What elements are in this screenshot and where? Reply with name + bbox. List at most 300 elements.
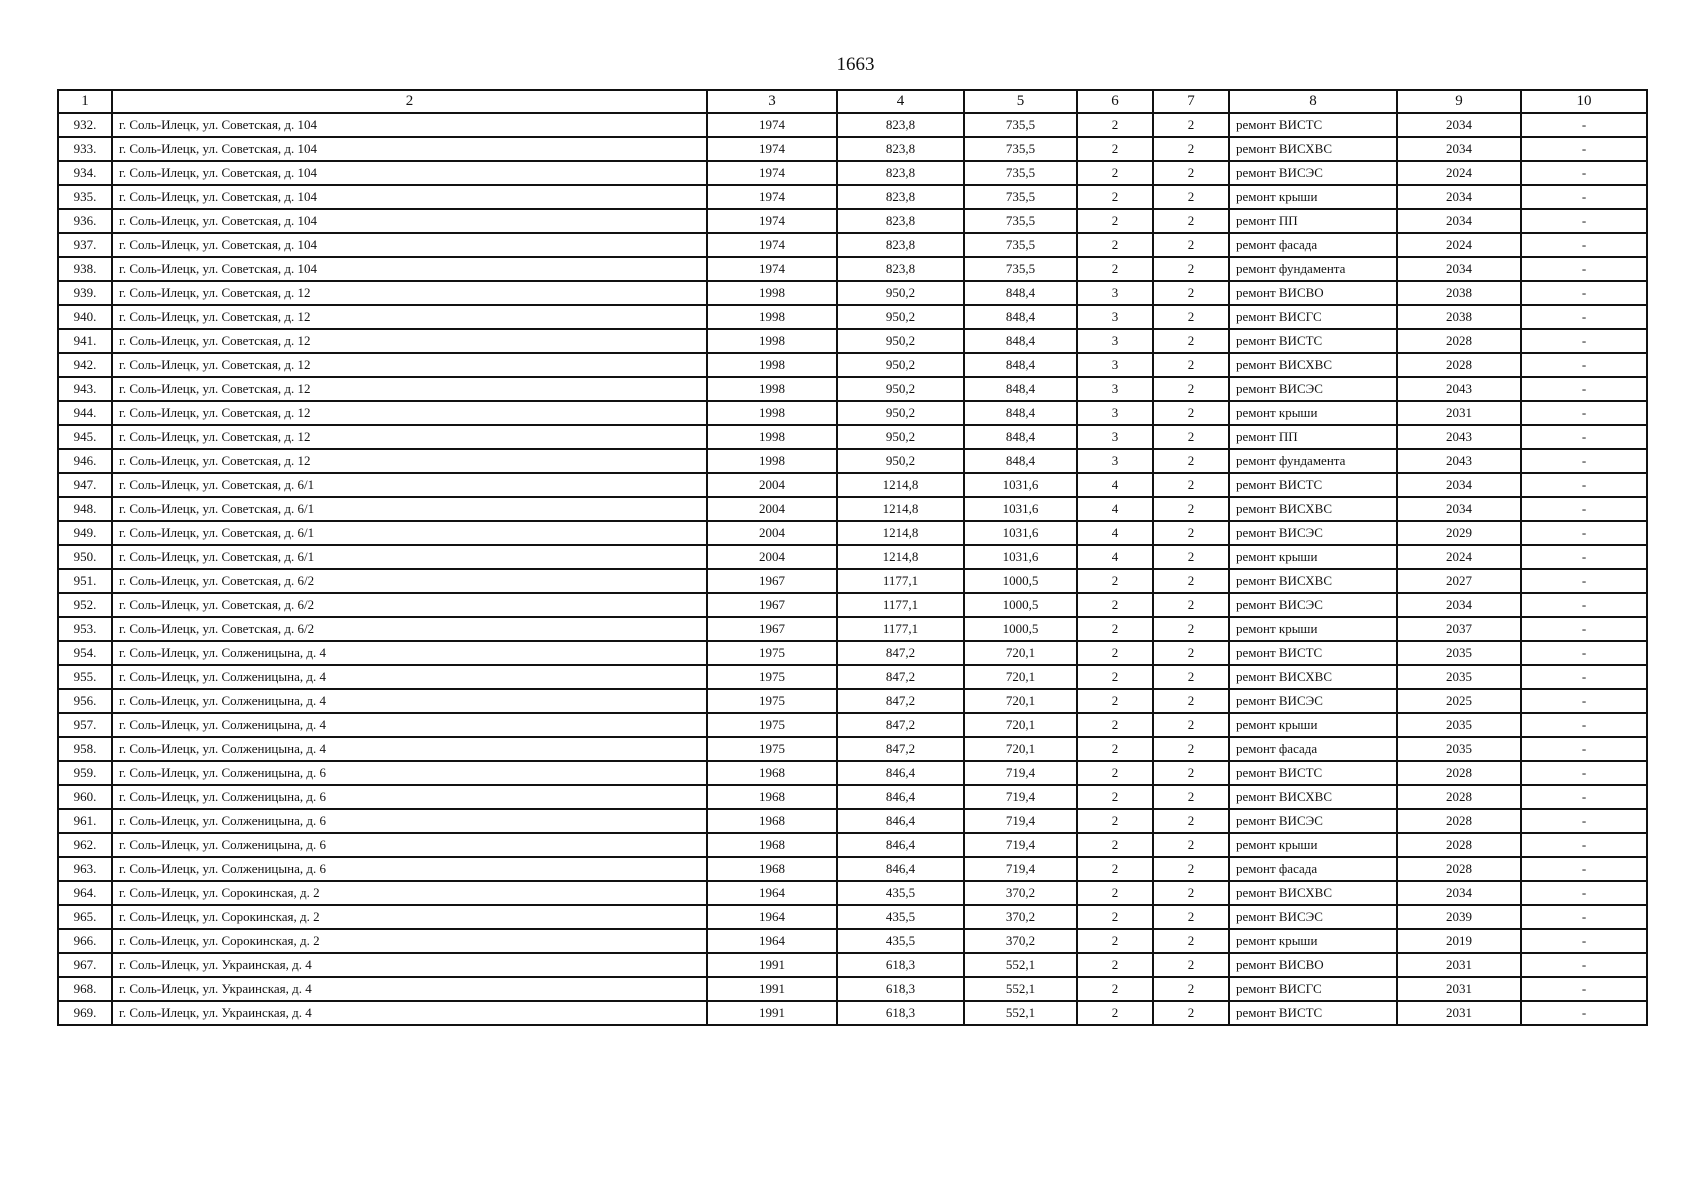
floors-cell: 2 <box>1077 1001 1153 1025</box>
planned-year-cell: 2028 <box>1397 353 1521 377</box>
floors-cell: 2 <box>1077 233 1153 257</box>
address-cell: г. Соль-Илецк, ул. Советская, д. 6/2 <box>112 569 707 593</box>
entrances-cell: 2 <box>1153 473 1229 497</box>
note-cell: - <box>1521 809 1647 833</box>
address-cell: г. Соль-Илецк, ул. Советская, д. 6/2 <box>112 617 707 641</box>
row-number-cell: 955. <box>58 665 112 689</box>
floors-cell: 2 <box>1077 665 1153 689</box>
table-row <box>58 521 1647 545</box>
column-header: 7 <box>1153 90 1229 113</box>
work-type-cell: ремонт ВИСЭС <box>1229 905 1397 929</box>
living-area-cell: 719,4 <box>964 833 1077 857</box>
living-area-cell: 720,1 <box>964 689 1077 713</box>
living-area-cell: 848,4 <box>964 305 1077 329</box>
living-area-cell: 735,5 <box>964 137 1077 161</box>
work-type-cell: ремонт ВИСЭС <box>1229 521 1397 545</box>
note-cell: - <box>1521 425 1647 449</box>
living-area-cell: 720,1 <box>964 713 1077 737</box>
row-number-cell: 952. <box>58 593 112 617</box>
table-row <box>58 713 1647 737</box>
year-built-cell: 1998 <box>707 353 837 377</box>
planned-year-cell: 2025 <box>1397 689 1521 713</box>
note-cell: - <box>1521 713 1647 737</box>
address-cell: г. Соль-Илецк, ул. Советская, д. 12 <box>112 305 707 329</box>
year-built-cell: 1974 <box>707 185 837 209</box>
total-area-cell: 950,2 <box>837 353 964 377</box>
year-built-cell: 1975 <box>707 689 837 713</box>
total-area-cell: 1177,1 <box>837 569 964 593</box>
address-cell: г. Соль-Илецк, ул. Советская, д. 104 <box>112 185 707 209</box>
entrances-cell: 2 <box>1153 809 1229 833</box>
planned-year-cell: 2038 <box>1397 305 1521 329</box>
year-built-cell: 2004 <box>707 497 837 521</box>
work-type-cell: ремонт фасада <box>1229 233 1397 257</box>
planned-year-cell: 2039 <box>1397 905 1521 929</box>
column-header: 6 <box>1077 90 1153 113</box>
row-number-cell: 967. <box>58 953 112 977</box>
table-row <box>58 761 1647 785</box>
note-cell: - <box>1521 329 1647 353</box>
table-row <box>58 233 1647 257</box>
floors-cell: 2 <box>1077 953 1153 977</box>
floors-cell: 2 <box>1077 929 1153 953</box>
work-type-cell: ремонт ВИСХВС <box>1229 353 1397 377</box>
total-area-cell: 847,2 <box>837 713 964 737</box>
row-number-cell: 964. <box>58 881 112 905</box>
address-cell: г. Соль-Илецк, ул. Солженицына, д. 4 <box>112 737 707 761</box>
total-area-cell: 950,2 <box>837 329 964 353</box>
row-number-cell: 960. <box>58 785 112 809</box>
living-area-cell: 1000,5 <box>964 593 1077 617</box>
year-built-cell: 1964 <box>707 881 837 905</box>
address-cell: г. Соль-Илецк, ул. Советская, д. 104 <box>112 113 707 137</box>
row-number-cell: 962. <box>58 833 112 857</box>
table-row <box>58 1001 1647 1025</box>
entrances-cell: 2 <box>1153 881 1229 905</box>
entrances-cell: 2 <box>1153 233 1229 257</box>
work-type-cell: ремонт крыши <box>1229 713 1397 737</box>
row-number-cell: 946. <box>58 449 112 473</box>
entrances-cell: 2 <box>1153 977 1229 1001</box>
year-built-cell: 2004 <box>707 473 837 497</box>
floors-cell: 2 <box>1077 137 1153 161</box>
note-cell: - <box>1521 1001 1647 1025</box>
table-row <box>58 497 1647 521</box>
table-row <box>58 665 1647 689</box>
floors-cell: 2 <box>1077 737 1153 761</box>
living-area-cell: 735,5 <box>964 113 1077 137</box>
total-area-cell: 1214,8 <box>837 497 964 521</box>
entrances-cell: 2 <box>1153 209 1229 233</box>
note-cell: - <box>1521 209 1647 233</box>
living-area-cell: 1031,6 <box>964 497 1077 521</box>
row-number-cell: 959. <box>58 761 112 785</box>
address-cell: г. Соль-Илецк, ул. Советская, д. 12 <box>112 353 707 377</box>
row-number-cell: 963. <box>58 857 112 881</box>
note-cell: - <box>1521 233 1647 257</box>
planned-year-cell: 2037 <box>1397 617 1521 641</box>
work-type-cell: ремонт крыши <box>1229 929 1397 953</box>
year-built-cell: 1991 <box>707 953 837 977</box>
address-cell: г. Соль-Илецк, ул. Солженицына, д. 6 <box>112 785 707 809</box>
note-cell: - <box>1521 977 1647 1001</box>
address-cell: г. Соль-Илецк, ул. Советская, д. 104 <box>112 233 707 257</box>
entrances-cell: 2 <box>1153 569 1229 593</box>
work-type-cell: ремонт ВИСТС <box>1229 1001 1397 1025</box>
floors-cell: 2 <box>1077 857 1153 881</box>
total-area-cell: 847,2 <box>837 737 964 761</box>
year-built-cell: 1998 <box>707 449 837 473</box>
planned-year-cell: 2035 <box>1397 665 1521 689</box>
address-cell: г. Соль-Илецк, ул. Сорокинская, д. 2 <box>112 929 707 953</box>
year-built-cell: 1968 <box>707 833 837 857</box>
entrances-cell: 2 <box>1153 449 1229 473</box>
work-type-cell: ремонт ВИСТС <box>1229 113 1397 137</box>
living-area-cell: 1031,6 <box>964 473 1077 497</box>
total-area-cell: 950,2 <box>837 449 964 473</box>
living-area-cell: 735,5 <box>964 233 1077 257</box>
planned-year-cell: 2028 <box>1397 857 1521 881</box>
work-type-cell: ремонт ВИСХВС <box>1229 881 1397 905</box>
table-row <box>58 833 1647 857</box>
table-row <box>58 425 1647 449</box>
floors-cell: 2 <box>1077 833 1153 857</box>
work-type-cell: ремонт фундамента <box>1229 449 1397 473</box>
table-row <box>58 209 1647 233</box>
entrances-cell: 2 <box>1153 737 1229 761</box>
floors-cell: 4 <box>1077 497 1153 521</box>
entrances-cell: 2 <box>1153 521 1229 545</box>
entrances-cell: 2 <box>1153 185 1229 209</box>
entrances-cell: 2 <box>1153 713 1229 737</box>
living-area-cell: 720,1 <box>964 641 1077 665</box>
entrances-cell: 2 <box>1153 137 1229 161</box>
page-number: 1663 <box>836 54 875 75</box>
note-cell: - <box>1521 473 1647 497</box>
year-built-cell: 1968 <box>707 809 837 833</box>
entrances-cell: 2 <box>1153 401 1229 425</box>
floors-cell: 2 <box>1077 161 1153 185</box>
table-row <box>58 401 1647 425</box>
entrances-cell: 2 <box>1153 617 1229 641</box>
living-area-cell: 720,1 <box>964 665 1077 689</box>
row-number-cell: 936. <box>58 209 112 233</box>
living-area-cell: 1000,5 <box>964 569 1077 593</box>
living-area-cell: 719,4 <box>964 857 1077 881</box>
planned-year-cell: 2024 <box>1397 233 1521 257</box>
row-number-cell: 934. <box>58 161 112 185</box>
address-cell: г. Соль-Илецк, ул. Солженицына, д. 6 <box>112 857 707 881</box>
row-number-cell: 944. <box>58 401 112 425</box>
year-built-cell: 1998 <box>707 281 837 305</box>
address-cell: г. Соль-Илецк, ул. Советская, д. 6/1 <box>112 545 707 569</box>
work-type-cell: ремонт ВИСТС <box>1229 329 1397 353</box>
table-row <box>58 905 1647 929</box>
year-built-cell: 1998 <box>707 401 837 425</box>
planned-year-cell: 2031 <box>1397 977 1521 1001</box>
planned-year-cell: 2031 <box>1397 1001 1521 1025</box>
living-area-cell: 848,4 <box>964 329 1077 353</box>
table-row <box>58 929 1647 953</box>
floors-cell: 3 <box>1077 329 1153 353</box>
planned-year-cell: 2034 <box>1397 185 1521 209</box>
note-cell: - <box>1521 617 1647 641</box>
work-type-cell: ремонт ВИСХВС <box>1229 137 1397 161</box>
total-area-cell: 1214,8 <box>837 473 964 497</box>
address-cell: г. Соль-Илецк, ул. Советская, д. 12 <box>112 377 707 401</box>
planned-year-cell: 2024 <box>1397 161 1521 185</box>
column-header: 1 <box>58 90 112 113</box>
work-type-cell: ремонт ВИСХВС <box>1229 785 1397 809</box>
total-area-cell: 846,4 <box>837 785 964 809</box>
floors-cell: 3 <box>1077 401 1153 425</box>
column-header: 3 <box>707 90 837 113</box>
work-type-cell: ремонт ПП <box>1229 209 1397 233</box>
floors-cell: 2 <box>1077 785 1153 809</box>
living-area-cell: 848,4 <box>964 377 1077 401</box>
planned-year-cell: 2034 <box>1397 257 1521 281</box>
table-row <box>58 449 1647 473</box>
living-area-cell: 1031,6 <box>964 545 1077 569</box>
entrances-cell: 2 <box>1153 281 1229 305</box>
note-cell: - <box>1521 161 1647 185</box>
total-area-cell: 950,2 <box>837 281 964 305</box>
work-type-cell: ремонт крыши <box>1229 401 1397 425</box>
table-row <box>58 305 1647 329</box>
note-cell: - <box>1521 185 1647 209</box>
work-type-cell: ремонт ВИСТС <box>1229 761 1397 785</box>
row-number-cell: 957. <box>58 713 112 737</box>
floors-cell: 2 <box>1077 593 1153 617</box>
floors-cell: 4 <box>1077 473 1153 497</box>
note-cell: - <box>1521 905 1647 929</box>
total-area-cell: 847,2 <box>837 689 964 713</box>
column-header: 2 <box>112 90 707 113</box>
living-area-cell: 552,1 <box>964 1001 1077 1025</box>
entrances-cell: 2 <box>1153 377 1229 401</box>
year-built-cell: 1991 <box>707 1001 837 1025</box>
row-number-cell: 949. <box>58 521 112 545</box>
address-cell: г. Соль-Илецк, ул. Солженицына, д. 4 <box>112 665 707 689</box>
address-cell: г. Соль-Илецк, ул. Советская, д. 12 <box>112 281 707 305</box>
year-built-cell: 2004 <box>707 521 837 545</box>
entrances-cell: 2 <box>1153 161 1229 185</box>
table-row <box>58 545 1647 569</box>
total-area-cell: 846,4 <box>837 761 964 785</box>
entrances-cell: 2 <box>1153 833 1229 857</box>
total-area-cell: 823,8 <box>837 185 964 209</box>
work-type-cell: ремонт ВИСГС <box>1229 977 1397 1001</box>
table-row <box>58 329 1647 353</box>
address-cell: г. Соль-Илецк, ул. Советская, д. 12 <box>112 425 707 449</box>
table-row <box>58 689 1647 713</box>
planned-year-cell: 2034 <box>1397 593 1521 617</box>
address-cell: г. Соль-Илецк, ул. Солженицына, д. 4 <box>112 713 707 737</box>
column-header: 4 <box>837 90 964 113</box>
work-type-cell: ремонт ВИСТС <box>1229 641 1397 665</box>
year-built-cell: 2004 <box>707 545 837 569</box>
column-header: 9 <box>1397 90 1521 113</box>
address-cell: г. Соль-Илецк, ул. Солженицына, д. 6 <box>112 809 707 833</box>
row-number-cell: 969. <box>58 1001 112 1025</box>
row-number-cell: 937. <box>58 233 112 257</box>
planned-year-cell: 2029 <box>1397 521 1521 545</box>
floors-cell: 3 <box>1077 449 1153 473</box>
work-type-cell: ремонт ВИСЭС <box>1229 689 1397 713</box>
note-cell: - <box>1521 497 1647 521</box>
address-cell: г. Соль-Илецк, ул. Украинская, д. 4 <box>112 1001 707 1025</box>
living-area-cell: 848,4 <box>964 353 1077 377</box>
row-number-cell: 951. <box>58 569 112 593</box>
floors-cell: 3 <box>1077 425 1153 449</box>
floors-cell: 2 <box>1077 809 1153 833</box>
year-built-cell: 1974 <box>707 233 837 257</box>
floors-cell: 2 <box>1077 881 1153 905</box>
note-cell: - <box>1521 449 1647 473</box>
living-area-cell: 848,4 <box>964 425 1077 449</box>
note-cell: - <box>1521 521 1647 545</box>
table-row <box>58 881 1647 905</box>
living-area-cell: 735,5 <box>964 185 1077 209</box>
entrances-cell: 2 <box>1153 425 1229 449</box>
floors-cell: 4 <box>1077 521 1153 545</box>
planned-year-cell: 2043 <box>1397 449 1521 473</box>
work-type-cell: ремонт ВИСХВС <box>1229 497 1397 521</box>
address-cell: г. Соль-Илецк, ул. Советская, д. 104 <box>112 209 707 233</box>
note-cell: - <box>1521 137 1647 161</box>
row-number-cell: 966. <box>58 929 112 953</box>
planned-year-cell: 2034 <box>1397 497 1521 521</box>
year-built-cell: 1967 <box>707 569 837 593</box>
address-cell: г. Соль-Илецк, ул. Советская, д. 104 <box>112 137 707 161</box>
living-area-cell: 735,5 <box>964 257 1077 281</box>
work-type-cell: ремонт крыши <box>1229 833 1397 857</box>
entrances-cell: 2 <box>1153 857 1229 881</box>
table-row <box>58 137 1647 161</box>
note-cell: - <box>1521 761 1647 785</box>
floors-cell: 3 <box>1077 305 1153 329</box>
planned-year-cell: 2028 <box>1397 329 1521 353</box>
floors-cell: 2 <box>1077 185 1153 209</box>
floors-cell: 3 <box>1077 281 1153 305</box>
note-cell: - <box>1521 569 1647 593</box>
table-row <box>58 185 1647 209</box>
work-type-cell: ремонт ВИСХВС <box>1229 665 1397 689</box>
living-area-cell: 720,1 <box>964 737 1077 761</box>
work-type-cell: ремонт ВИСЭС <box>1229 377 1397 401</box>
table-row <box>58 377 1647 401</box>
total-area-cell: 1177,1 <box>837 593 964 617</box>
row-number-cell: 932. <box>58 113 112 137</box>
planned-year-cell: 2027 <box>1397 569 1521 593</box>
year-built-cell: 1998 <box>707 305 837 329</box>
total-area-cell: 435,5 <box>837 881 964 905</box>
row-number-cell: 939. <box>58 281 112 305</box>
total-area-cell: 618,3 <box>837 977 964 1001</box>
entrances-cell: 2 <box>1153 305 1229 329</box>
planned-year-cell: 2024 <box>1397 545 1521 569</box>
entrances-cell: 2 <box>1153 257 1229 281</box>
address-cell: г. Соль-Илецк, ул. Советская, д. 104 <box>112 257 707 281</box>
address-cell: г. Соль-Илецк, ул. Советская, д. 6/1 <box>112 473 707 497</box>
entrances-cell: 2 <box>1153 929 1229 953</box>
entrances-cell: 2 <box>1153 353 1229 377</box>
total-area-cell: 950,2 <box>837 305 964 329</box>
table-row <box>58 113 1647 137</box>
entrances-cell: 2 <box>1153 593 1229 617</box>
note-cell: - <box>1521 401 1647 425</box>
total-area-cell: 847,2 <box>837 641 964 665</box>
note-cell: - <box>1521 689 1647 713</box>
address-cell: г. Соль-Илецк, ул. Сорокинская, д. 2 <box>112 905 707 929</box>
entrances-cell: 2 <box>1153 689 1229 713</box>
total-area-cell: 618,3 <box>837 953 964 977</box>
note-cell: - <box>1521 833 1647 857</box>
total-area-cell: 846,4 <box>837 857 964 881</box>
entrances-cell: 2 <box>1153 953 1229 977</box>
year-built-cell: 1974 <box>707 257 837 281</box>
row-number-cell: 941. <box>58 329 112 353</box>
entrances-cell: 2 <box>1153 785 1229 809</box>
living-area-cell: 552,1 <box>964 977 1077 1001</box>
floors-cell: 2 <box>1077 569 1153 593</box>
note-cell: - <box>1521 857 1647 881</box>
row-number-cell: 947. <box>58 473 112 497</box>
total-area-cell: 435,5 <box>837 905 964 929</box>
planned-year-cell: 2019 <box>1397 929 1521 953</box>
planned-year-cell: 2038 <box>1397 281 1521 305</box>
table-row <box>58 281 1647 305</box>
work-type-cell: ремонт ВИСГС <box>1229 305 1397 329</box>
living-area-cell: 735,5 <box>964 209 1077 233</box>
table-row <box>58 857 1647 881</box>
total-area-cell: 950,2 <box>837 377 964 401</box>
address-cell: г. Соль-Илецк, ул. Советская, д. 6/2 <box>112 593 707 617</box>
column-header: 8 <box>1229 90 1397 113</box>
column-header: 10 <box>1521 90 1647 113</box>
floors-cell: 4 <box>1077 545 1153 569</box>
table-row <box>58 593 1647 617</box>
entrances-cell: 2 <box>1153 761 1229 785</box>
floors-cell: 2 <box>1077 641 1153 665</box>
note-cell: - <box>1521 281 1647 305</box>
table-row <box>58 785 1647 809</box>
address-cell: г. Соль-Илецк, ул. Солженицына, д. 6 <box>112 761 707 785</box>
address-cell: г. Соль-Илецк, ул. Советская, д. 12 <box>112 449 707 473</box>
row-number-cell: 948. <box>58 497 112 521</box>
row-number-cell: 953. <box>58 617 112 641</box>
work-type-cell: ремонт ВИСЭС <box>1229 161 1397 185</box>
work-type-cell: ремонт крыши <box>1229 545 1397 569</box>
row-number-cell: 943. <box>58 377 112 401</box>
work-type-cell: ремонт ВИСТС <box>1229 473 1397 497</box>
work-type-cell: ремонт ПП <box>1229 425 1397 449</box>
living-area-cell: 735,5 <box>964 161 1077 185</box>
total-area-cell: 618,3 <box>837 1001 964 1025</box>
table-row <box>58 617 1647 641</box>
total-area-cell: 823,8 <box>837 257 964 281</box>
total-area-cell: 823,8 <box>837 233 964 257</box>
row-number-cell: 954. <box>58 641 112 665</box>
address-cell: г. Соль-Илецк, ул. Советская, д. 12 <box>112 401 707 425</box>
table-row <box>58 737 1647 761</box>
planned-year-cell: 2035 <box>1397 713 1521 737</box>
column-header: 5 <box>964 90 1077 113</box>
total-area-cell: 1177,1 <box>837 617 964 641</box>
living-area-cell: 719,4 <box>964 761 1077 785</box>
year-built-cell: 1975 <box>707 713 837 737</box>
table-row <box>58 641 1647 665</box>
